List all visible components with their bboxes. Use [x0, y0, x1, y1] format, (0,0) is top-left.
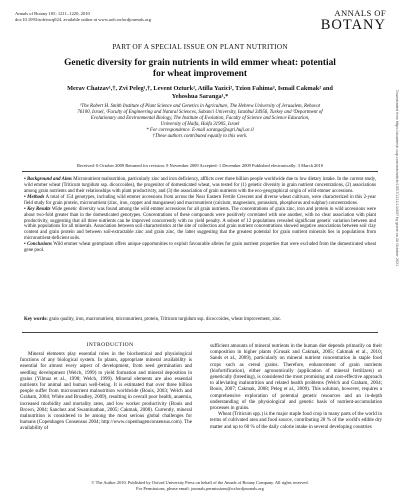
- copyright-line: © The Author 2010. Published by Oxford University Press on behalf of the Annals of Botany Company. All rights reserved.: [91, 480, 309, 485]
- correspondence-line: * For correspondence. E-mail saranga@agri.huji.ac.il: [146, 128, 254, 133]
- keywords: [24, 317, 376, 323]
- permissions-line[interactable]: For Permissions, please email: journals.permissions@oxfordjournals.org: [136, 485, 264, 491]
- background-lead: • Background and Aims: [24, 177, 72, 182]
- affiliation-line: Evolutionary and Environmental Biology, The Institute of Evolution, Faculty of Science and Science Education,: [90, 116, 310, 121]
- conclusions-text: Wild emmer wheat germplasm offers unique opportunities to exploit favourable alleles for grain nutrient properties that were excluded from the domesticated wheat gene pool.: [24, 242, 376, 254]
- author-list: [30, 85, 370, 100]
- title-line-2: for wheat improvement: [153, 69, 247, 79]
- affiliation-line: ¹The Robert H. Smith Institute of Plant Science and Genetics in Agriculture, The Hebrew University of Jerusalem, Rehovot: [79, 104, 321, 109]
- journal-reference: [15, 11, 151, 22]
- download-watermark-text: Downloaded from https://academic.oup.com/aob/article/105/7/1211/144037 by guest on 26 October 2021: [395, 90, 399, 267]
- abstract-conclusions: [24, 242, 376, 254]
- equal-contribution-note: †These authors contributed equally to this work.: [152, 134, 248, 139]
- intro-paragraph: Mineral elements play essential roles in the biochemical and physiological functions of any biological system. In plants, appropriate mineral availability is essential for almost every aspect of development, from seed germination and seedling development (Welch, 1999) to yield formation and mineral deposition in grains (Yilmaz et al., 1998; Welch, 1999). Mineral elements are also essential nutrients for animal and human well-being. It is estimated that over three billion people suffer from micronutrient malnutrition worldwide (Bouis, 2003; Welch and Graham, 2004; White and Broadley, 2009), resulting in overall poor health, anaemia, increased morbidity and mortality rates, and low worker productivity (Bouis and Brown, 2004; Sanchez and Swaminathan, 2005; Cakmak, 2008). Currently, mineral malnutrition is considered to be among the most serious global challenges for humans (Copenhagen Consensus 2004; http://www.copenhagenconsensus.com). The availability of: [20, 351, 192, 432]
- special-issue-header: PART OF A SPECIAL ISSUE ON PLANT NUTRITION: [112, 42, 288, 51]
- title-line-1: Genetic diversity for grain nutrients in wild emmer wheat: potential: [64, 58, 336, 68]
- keywords-label: Key words:: [24, 317, 48, 322]
- intro-paragraph: Wheat (Triticum spp.) is the major staple food crop in many parts of the world in terms of cultivated area and food source, contributing 28 % of the world's edible dry matter and up to 60 % of the daily calorie intake in several developing countries: [210, 411, 382, 430]
- abstract-methods: [24, 195, 376, 207]
- results-text: Wide genetic diversity was found among the wild emmer accessions for all grain nutrients. The concentrations of grain zinc, iron and protein in wild accessions were about two-fold greater than in the domesticated genotypes. Concentrations of these compounds were positively correlated with one another, with no clear association with plant productivity, suggesting that all three nutrients can be improved concurrently with no yield penalty. A subset of 12 populations revealed significant genetic variation between and within populations for all minerals. Association between soil characteristics at the site of collection and grain nutrient concentrations showed negative associations between soil clay content and grain protein and between soil-extractable zinc and grain zinc, the latter suggesting that the greatest potential for grain nutrient minerals lies in populations from micronutrient-deficient soils.: [24, 206, 377, 242]
- affiliation-line: 76100, Israel, ²Faculty of Engineering and Natural Sciences, Sabanci University, Istanbul 34956, Turkey and ³Department of: [77, 110, 323, 115]
- intro-left-column: [20, 351, 192, 432]
- journal-citation: Annals of Botany 105: 1211–1220, 2010: [15, 11, 90, 16]
- abstract: [24, 177, 376, 254]
- methods-text: A total of 154 genotypes, including wild emmer accessions from across the Near Eastern Fertile Crescent and diverse wheat cultivars, were characterized in this 2-year field study for grain protein, micronutrient (zinc, iron, copper and manganese) and macronutrient (calcium, magnesium, potassium, phosphorus and sulphur) concentrations.: [24, 194, 377, 206]
- divider: [22, 171, 378, 172]
- logo-line-1: ANNALS OF: [334, 8, 386, 18]
- affiliation-line: University of Haifa, Haifa 31905, Israel: [160, 122, 240, 127]
- authors-line-1: Merav Chatzav¹,†, Zvi Peleg¹,†, Levent Ozturk², Atilla Yazici², Tzion Fahima³, Ismail Cakmak² and: [67, 85, 333, 92]
- article-title: [40, 58, 360, 80]
- keywords-text: grain quality, iron, macronutrient, micronutrient, protein, Triticum turgidum ssp. dicoccoides, wheat improvement, zinc.: [49, 317, 282, 322]
- authors-line-2: Yehoshua Saranga¹,*: [171, 92, 229, 100]
- divider: [22, 332, 378, 333]
- section-heading: INTRODUCTION: [86, 342, 134, 348]
- conclusions-lead: • Conclusions: [24, 242, 52, 248]
- intro-paragraph: sufficient amounts of mineral nutrients in the human diet depends primarily on their composition in higher plants (Grusak and Cakmak, 2005; Cakmak et al., 2010; Sands et al., 2009), particularly on mineral nutrient concentration in staple food crops such as cereal grains. Therefore, enhancement of grain nutrients (biofortification), either agronomically (application of mineral fertilizers) or genetically (breeding), is considered the most promising and cost-effective approach to alleviating malnutrition and related health problems (Welch and Graham, 2004; Bouis, 2007; Cakmak, 2008; Peleg et al., 2009). This solution, however, requires a comprehensive exploration of potential genetic resources and an in-depth understanding of the physiological and genetic basis of nutrient-accumulation processes in grains.: [210, 343, 382, 412]
- article-dates: Received: 6 October 2009 Returned for revision: 9 November 2009 Accepted: 1 December 2009 Published electronically: 3 March 2010: [77, 163, 323, 168]
- doi-line[interactable]: doi:10.1093/aob/mcq024, available online at www.aob.oxfordjournals.org: [15, 16, 151, 22]
- abstract-results: [24, 207, 376, 242]
- annals-of-botany-logo: [302, 9, 386, 32]
- methods-lead: • Methods: [24, 194, 45, 200]
- copyright-footer: [0, 480, 400, 491]
- intro-right-column: [210, 343, 382, 430]
- background-text: Micronutrient malnutrition, particularly zinc and iron deficiency, afflicts over three billion people worldwide due to low dietary intake. In the current study, wild emmer wheat (Triticum turgidum ssp. dicoccoides), the progenitor of domesticated wheat, was tested for (1) genetic diversity in grain nutrient concentrations, (2) associations among grain nutrients and their relationships with plant productivity, and (3) the association of grain nutrients with the eco-geographical origin of wild emmer accessions.: [24, 177, 377, 194]
- download-watermark: [393, 90, 399, 390]
- logo-line-2: BOTANY: [320, 17, 386, 33]
- abstract-background: [24, 177, 376, 195]
- results-lead: • Key Results: [24, 206, 51, 212]
- affiliations: [20, 104, 380, 140]
